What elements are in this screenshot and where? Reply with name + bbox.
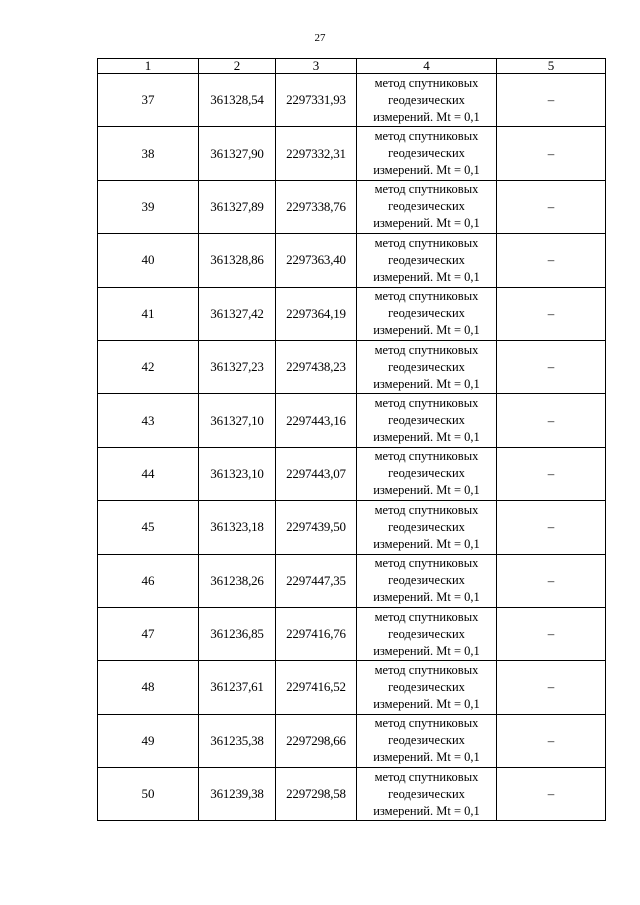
coordinate-y: 2297416,52	[276, 661, 357, 714]
table-row	[98, 394, 606, 447]
method-line: метод спутниковых	[374, 396, 479, 411]
point-number: 41	[98, 287, 199, 340]
method-description	[357, 768, 497, 821]
table-row	[98, 127, 606, 180]
coordinates-table	[97, 58, 606, 821]
method-line: геодезических	[388, 573, 465, 588]
accuracy-note: –	[497, 501, 606, 554]
coordinate-x: 361327,42	[199, 287, 276, 340]
method-line: измерений. Mt = 0,1	[373, 483, 480, 498]
column-header-3: 3	[276, 59, 357, 74]
method-line: измерений. Mt = 0,1	[373, 269, 480, 284]
method-line: метод спутниковых	[374, 716, 479, 731]
coordinate-y: 2297439,50	[276, 501, 357, 554]
method-line: геодезических	[388, 626, 465, 641]
table-row	[98, 554, 606, 607]
method-description	[357, 607, 497, 660]
coordinate-x: 361327,90	[199, 127, 276, 180]
method-line: измерений. Mt = 0,1	[373, 323, 480, 338]
method-description	[357, 661, 497, 714]
coordinate-x: 361323,18	[199, 501, 276, 554]
method-line: геодезических	[388, 306, 465, 321]
accuracy-note: –	[497, 394, 606, 447]
method-line: измерений. Mt = 0,1	[373, 376, 480, 391]
table-row	[98, 714, 606, 767]
table-row	[98, 234, 606, 287]
method-description	[357, 714, 497, 767]
accuracy-note: –	[497, 234, 606, 287]
method-line: геодезических	[388, 199, 465, 214]
coordinate-y: 2297332,31	[276, 127, 357, 180]
table-row	[98, 287, 606, 340]
method-description	[357, 127, 497, 180]
method-line: метод спутниковых	[374, 289, 479, 304]
table-row	[98, 74, 606, 127]
header-row	[98, 59, 606, 74]
table-row	[98, 607, 606, 660]
coordinate-y: 2297443,07	[276, 447, 357, 500]
accuracy-note: –	[497, 74, 606, 127]
method-description	[357, 180, 497, 233]
point-number: 45	[98, 501, 199, 554]
method-line: геодезических	[388, 679, 465, 694]
point-number: 47	[98, 607, 199, 660]
coordinate-y: 2297298,66	[276, 714, 357, 767]
accuracy-note: –	[497, 180, 606, 233]
method-line: геодезических	[388, 466, 465, 481]
point-number: 49	[98, 714, 199, 767]
table-row	[98, 340, 606, 393]
coordinate-x: 361323,10	[199, 447, 276, 500]
accuracy-note: –	[497, 768, 606, 821]
table-row	[98, 661, 606, 714]
coordinate-y: 2297416,76	[276, 607, 357, 660]
method-line: геодезических	[388, 359, 465, 374]
method-line: метод спутниковых	[374, 449, 479, 464]
point-number: 44	[98, 447, 199, 500]
method-line: геодезических	[388, 252, 465, 267]
method-line: измерений. Mt = 0,1	[373, 216, 480, 231]
method-line: измерений. Mt = 0,1	[373, 109, 480, 124]
coordinate-y: 2297331,93	[276, 74, 357, 127]
coordinate-x: 361327,10	[199, 394, 276, 447]
table-row	[98, 447, 606, 500]
method-description	[357, 287, 497, 340]
coordinate-x: 361327,89	[199, 180, 276, 233]
method-line: метод спутниковых	[374, 609, 479, 624]
accuracy-note: –	[497, 287, 606, 340]
method-line: геодезических	[388, 786, 465, 801]
method-line: метод спутниковых	[374, 129, 479, 144]
method-description	[357, 394, 497, 447]
table-row	[98, 768, 606, 821]
accuracy-note: –	[497, 607, 606, 660]
method-line: метод спутниковых	[374, 235, 479, 250]
coordinate-y: 2297438,23	[276, 340, 357, 393]
method-line: метод спутниковых	[374, 75, 479, 90]
page-number: 27	[314, 32, 326, 44]
method-line: измерений. Mt = 0,1	[373, 536, 480, 551]
method-line: геодезических	[388, 146, 465, 161]
point-number: 38	[98, 127, 199, 180]
coordinate-y: 2297338,76	[276, 180, 357, 233]
method-description	[357, 234, 497, 287]
method-description	[357, 501, 497, 554]
method-line: геодезических	[388, 92, 465, 107]
method-line: измерений. Mt = 0,1	[373, 750, 480, 765]
method-line: метод спутниковых	[374, 662, 479, 677]
method-line: измерений. Mt = 0,1	[373, 803, 480, 818]
point-number: 42	[98, 340, 199, 393]
method-line: метод спутниковых	[374, 556, 479, 571]
coordinate-y: 2297447,35	[276, 554, 357, 607]
accuracy-note: –	[497, 554, 606, 607]
method-line: геодезических	[388, 733, 465, 748]
coordinate-x: 361328,54	[199, 74, 276, 127]
coordinate-x: 361236,85	[199, 607, 276, 660]
column-header-2: 2	[199, 59, 276, 74]
method-line: измерений. Mt = 0,1	[373, 163, 480, 178]
method-line: метод спутниковых	[374, 342, 479, 357]
method-line: геодезических	[388, 413, 465, 428]
point-number: 40	[98, 234, 199, 287]
method-line: геодезических	[388, 519, 465, 534]
method-line: измерений. Mt = 0,1	[373, 590, 480, 605]
coordinate-x: 361237,61	[199, 661, 276, 714]
column-header-4: 4	[357, 59, 497, 74]
coordinate-y: 2297363,40	[276, 234, 357, 287]
accuracy-note: –	[497, 340, 606, 393]
table-row	[98, 501, 606, 554]
table-row	[98, 180, 606, 233]
method-description	[357, 554, 497, 607]
method-description	[357, 74, 497, 127]
accuracy-note: –	[497, 661, 606, 714]
coordinate-y: 2297443,16	[276, 394, 357, 447]
method-line: измерений. Mt = 0,1	[373, 643, 480, 658]
coordinate-x: 361235,38	[199, 714, 276, 767]
point-number: 46	[98, 554, 199, 607]
method-line: метод спутниковых	[374, 502, 479, 517]
coordinate-y: 2297298,58	[276, 768, 357, 821]
coordinate-y: 2297364,19	[276, 287, 357, 340]
point-number: 43	[98, 394, 199, 447]
table-header	[98, 59, 606, 74]
method-line: метод спутниковых	[374, 182, 479, 197]
method-description	[357, 447, 497, 500]
accuracy-note: –	[497, 447, 606, 500]
method-line: измерений. Mt = 0,1	[373, 430, 480, 445]
column-header-5: 5	[497, 59, 606, 74]
point-number: 48	[98, 661, 199, 714]
coordinate-x: 361327,23	[199, 340, 276, 393]
point-number: 37	[98, 74, 199, 127]
coordinate-x: 361238,26	[199, 554, 276, 607]
accuracy-note: –	[497, 714, 606, 767]
method-line: метод спутниковых	[374, 769, 479, 784]
coordinate-x: 361239,38	[199, 768, 276, 821]
coordinate-x: 361328,86	[199, 234, 276, 287]
table-body	[98, 74, 606, 821]
point-number: 50	[98, 768, 199, 821]
accuracy-note: –	[497, 127, 606, 180]
column-header-1: 1	[98, 59, 199, 74]
method-description	[357, 340, 497, 393]
method-line: измерений. Mt = 0,1	[373, 696, 480, 711]
point-number: 39	[98, 180, 199, 233]
